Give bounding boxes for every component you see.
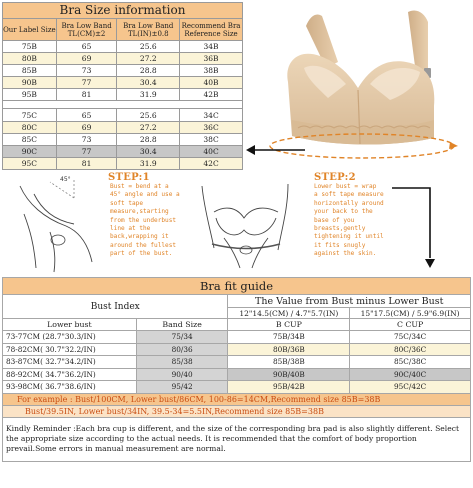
- c-cup-cell: 95C/42C: [350, 381, 471, 394]
- step1-text: Bust = bend at a 45° angle and use a soft tape measure,starting from the underbust line at the back,wrapping it around the fullest part of the bust.: [110, 183, 180, 258]
- size-cell: 85C: [3, 133, 57, 145]
- size-cell: 34B: [180, 41, 243, 53]
- band-size-cell: 80/36: [136, 343, 228, 356]
- size-cell: 42C: [180, 157, 243, 169]
- size-cell: 65: [56, 109, 117, 121]
- b-cup-cell: 90B/40B: [228, 368, 350, 381]
- size-cell: 25.6: [117, 109, 180, 121]
- size-cell: 36C: [180, 121, 243, 133]
- value-header: The Value from Bust minus Lower Bust: [228, 295, 471, 308]
- size-cell: 38B: [180, 65, 243, 77]
- size-cell: 40B: [180, 77, 243, 89]
- size-cell: 77: [56, 145, 117, 157]
- size-cell: 42B: [180, 89, 243, 101]
- size-cell: 95B: [3, 89, 57, 101]
- step2-title: STEP:2: [314, 172, 356, 183]
- band-size-cell: 95/42: [136, 381, 228, 394]
- size-header-band-in: Bra Low Band TL(IN)±0.8: [117, 19, 180, 41]
- bend-measure-illustration: [14, 174, 106, 276]
- size-cell: 80B: [3, 53, 57, 65]
- size-cell: 81: [56, 157, 117, 169]
- arrow-left-icon: [246, 145, 255, 155]
- c-cup-cell: 90C/40C: [350, 368, 471, 381]
- kindly-reminder-note: Kindly Reminder :Each bra cup is different, and the size of the corresponding bra pad is also slightly different. Select the appropriate size according to the actual needs. It is recommended that the comfort of body proportion prevail.Some errors in manual measurement are normal.: [3, 417, 471, 461]
- size-table-title: Bra Size information: [3, 3, 243, 19]
- size-cell: 90B: [3, 77, 57, 89]
- band-size-cell: 90/40: [136, 368, 228, 381]
- size-cell: 85B: [3, 65, 57, 77]
- angle-label: 45°: [60, 176, 71, 183]
- c-cup-label: C CUP: [350, 319, 471, 331]
- size-cell: 73: [56, 133, 117, 145]
- size-cell: 30.4: [117, 145, 180, 157]
- lower-bust-cell: 78-82CM( 30.7"32.2/IN): [3, 343, 137, 356]
- lower-bust-label: Lower bust: [3, 319, 137, 331]
- lower-bust-cell: 93-98CM( 36.7"38.6/IN): [3, 381, 137, 394]
- size-cell: 77: [56, 77, 117, 89]
- size-cell: 90C: [3, 145, 57, 157]
- size-cell: 36B: [180, 53, 243, 65]
- example-in: Bust/39.5IN, Lower bust/34IN, 39.5-34=5.5IN,Recommend size 85B=38B: [3, 405, 471, 417]
- size-cell: 34C: [180, 109, 243, 121]
- fit-guide-title: Bra fit guide: [3, 278, 471, 295]
- band-size-label: Band Size: [136, 319, 228, 331]
- lower-bust-cell: 73-77CM (28.7"30.3/IN): [3, 331, 137, 344]
- size-cell: 30.4: [117, 77, 180, 89]
- step1-title: STEP:1: [108, 172, 150, 183]
- size-cell: 75B: [3, 41, 57, 53]
- bust-index-label: Bust Index: [3, 295, 228, 319]
- size-header-band-cm: Bra Low Band TL(CM)±2: [56, 19, 117, 41]
- lower-bust-cell: 83-87CM( 32.7"34.2/IN): [3, 356, 137, 369]
- b-cup-cell: 95B/42B: [228, 381, 350, 394]
- range-c-cup: 15"17.5(CM) / 5.9"6.9(IN): [350, 308, 471, 319]
- size-information-table: [2, 2, 243, 170]
- size-cell: 25.6: [117, 41, 180, 53]
- bra-product-photo: [258, 2, 470, 174]
- c-cup-cell: 80C/36C: [350, 343, 471, 356]
- size-cell: 69: [56, 121, 117, 133]
- b-cup-cell: 80B/36B: [228, 343, 350, 356]
- b-cup-label: B CUP: [228, 319, 350, 331]
- size-header-label: Our Label Size: [3, 19, 57, 41]
- size-table-spacer: [3, 101, 243, 109]
- step2-text: Lower bust = wrap a soft tape measure horizontally around your back to the base of you breasts,gently tightening it until it fits snugly against the skin.: [314, 183, 384, 258]
- size-cell: 31.9: [117, 89, 180, 101]
- size-cell: 80C: [3, 121, 57, 133]
- size-cell: 95C: [3, 157, 57, 169]
- size-cell: 38C: [180, 133, 243, 145]
- lower-bust-measure-illustration: [184, 178, 308, 278]
- size-cell: 81: [56, 89, 117, 101]
- c-cup-cell: 75C/34C: [350, 331, 471, 344]
- size-cell: 27.2: [117, 121, 180, 133]
- range-b-cup: 12"14.5(CM) / 4.7"5.7(IN): [228, 308, 350, 319]
- measurement-steps: [0, 170, 473, 278]
- bra-fit-guide-table: [2, 277, 471, 462]
- size-cell: 69: [56, 53, 117, 65]
- lower-bust-cell: 88-92CM( 34.7"36.2/IN): [3, 368, 137, 381]
- size-cell: 65: [56, 41, 117, 53]
- size-cell: 40C: [180, 145, 243, 157]
- size-cell: 31.9: [117, 157, 180, 169]
- b-cup-cell: 85B/38B: [228, 356, 350, 369]
- size-cell: 28.8: [117, 133, 180, 145]
- size-cell: 73: [56, 65, 117, 77]
- c-cup-cell: 85C/38C: [350, 356, 471, 369]
- band-size-cell: 75/34: [136, 331, 228, 344]
- band-size-cell: 85/38: [136, 356, 228, 369]
- size-cell: 75C: [3, 109, 57, 121]
- b-cup-cell: 75B/34B: [228, 331, 350, 344]
- size-cell: 27.2: [117, 53, 180, 65]
- size-cell: 28.8: [117, 65, 180, 77]
- example-cm: For example : Bust/100CM, Lower bust/86CM, 100-86=14CM,Recommend size 85B=38B: [3, 393, 471, 405]
- size-header-recommend: Recommend Bra Reference Size: [180, 19, 243, 41]
